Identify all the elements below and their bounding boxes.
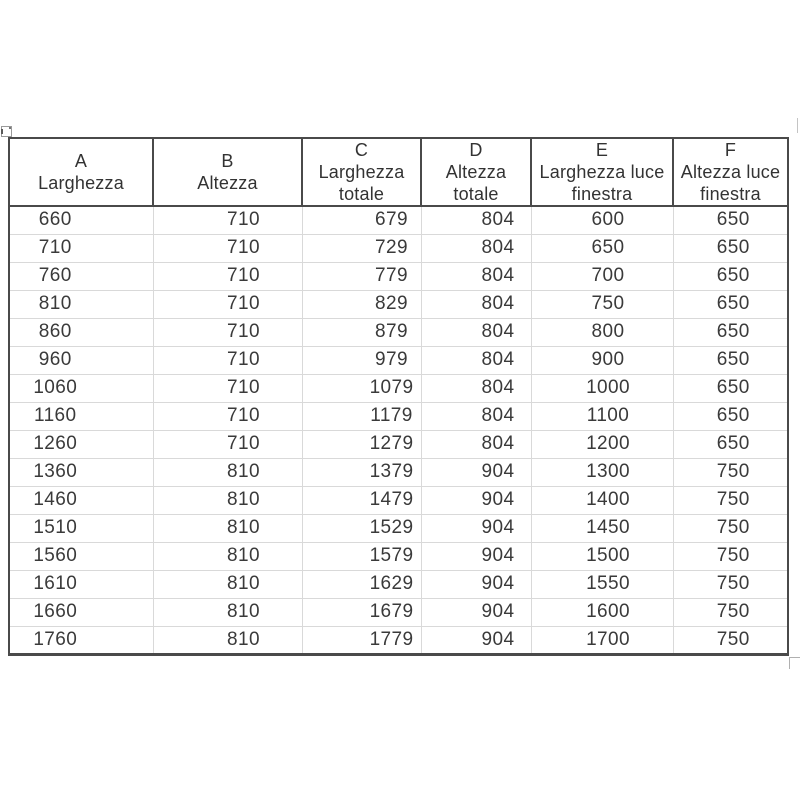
cell-E: 1450 [531,514,673,542]
cell-B: 710 [153,346,302,374]
cell-A: 810 [9,290,153,318]
cell-C: 1479 [302,486,421,514]
column-header-line: Larghezza luce [539,162,665,182]
column-header-line: F [724,140,737,160]
cell-B: 710 [153,206,302,234]
cell-C: 1629 [302,570,421,598]
cell-F: 750 [673,458,788,486]
cell-C: 779 [302,262,421,290]
cell-D: 804 [421,234,531,262]
cell-B: 710 [153,318,302,346]
cell-D: 804 [421,374,531,402]
table-row [9,262,788,290]
cell-E: 650 [531,234,673,262]
cell-E: 1400 [531,486,673,514]
cell-D: 804 [421,290,531,318]
cell-A: 1260 [9,430,153,458]
column-header-line: A [74,151,88,171]
cell-F: 650 [673,346,788,374]
cell-F: 750 [673,570,788,598]
cell-A: 1360 [9,458,153,486]
cell-B: 710 [153,402,302,430]
cell-F: 650 [673,290,788,318]
table-row [9,234,788,262]
column-header-C [302,138,421,206]
cell-F: 650 [673,318,788,346]
cell-E: 1550 [531,570,673,598]
cell-C: 1179 [302,402,421,430]
cell-E: 1600 [531,598,673,626]
cell-C: 1529 [302,514,421,542]
cell-C: 979 [302,346,421,374]
cell-C: 1579 [302,542,421,570]
table-row [9,598,788,626]
cell-C: 729 [302,234,421,262]
table-row [9,458,788,486]
table-header-row [9,138,788,206]
cell-A: 1660 [9,598,153,626]
cell-E: 900 [531,346,673,374]
table-row [9,346,788,374]
cell-D: 904 [421,570,531,598]
column-header-line: Larghezza [38,173,124,193]
cell-F: 650 [673,262,788,290]
cell-D: 904 [421,486,531,514]
table-row [9,626,788,654]
cell-B: 810 [153,458,302,486]
cell-A: 1060 [9,374,153,402]
cell-D: 904 [421,598,531,626]
cell-A: 1460 [9,486,153,514]
cell-A: 1610 [9,570,153,598]
cell-F: 750 [673,486,788,514]
cell-B: 710 [153,290,302,318]
cell-E: 1100 [531,402,673,430]
cell-A: 1510 [9,514,153,542]
cell-C: 1679 [302,598,421,626]
column-header-line: Altezza totale [445,162,507,204]
column-header-line: totale [338,184,385,204]
cell-D: 804 [421,206,531,234]
cell-A: 1560 [9,542,153,570]
cell-E: 1300 [531,458,673,486]
column-header-D [421,138,531,206]
table-row [9,570,788,598]
cell-A: 860 [9,318,153,346]
cell-C: 679 [302,206,421,234]
cell-D: 804 [421,262,531,290]
table-row [9,374,788,402]
cell-A: 710 [9,234,153,262]
table-row [9,486,788,514]
cell-B: 810 [153,570,302,598]
cell-A: 760 [9,262,153,290]
column-header-line: B [221,151,234,171]
cell-B: 810 [153,626,302,654]
cell-C: 1279 [302,430,421,458]
cell-B: 810 [153,514,302,542]
cell-F: 650 [673,402,788,430]
cell-E: 1700 [531,626,673,654]
column-header-line: Larghezza [318,162,405,182]
cell-A: 1760 [9,626,153,654]
cell-C: 879 [302,318,421,346]
cell-D: 804 [421,430,531,458]
table-row [9,402,788,430]
cell-A: 660 [9,206,153,234]
table-row [9,514,788,542]
cell-E: 700 [531,262,673,290]
cell-A: 1160 [9,402,153,430]
cell-D: 904 [421,542,531,570]
column-header-E [531,138,673,206]
table-row [9,318,788,346]
column-header-F [673,138,788,206]
crop-mark-top-right-icon [797,118,798,133]
column-header-line: C [354,140,369,160]
cell-F: 750 [673,514,788,542]
cell-F: 750 [673,598,788,626]
crop-mark-bottom-right-icon [789,657,800,669]
cell-B: 710 [153,430,302,458]
cell-C: 1079 [302,374,421,402]
cell-F: 650 [673,206,788,234]
cell-B: 710 [153,262,302,290]
cell-E: 1500 [531,542,673,570]
cell-D: 804 [421,346,531,374]
cell-D: 904 [421,626,531,654]
cell-D: 804 [421,402,531,430]
cell-B: 710 [153,234,302,262]
table-row [9,290,788,318]
cell-B: 810 [153,542,302,570]
cell-E: 750 [531,290,673,318]
cell-B: 710 [153,374,302,402]
cell-D: 804 [421,318,531,346]
table-row [9,206,788,234]
column-header-line: D [469,140,483,160]
dimensions-table [8,137,789,656]
column-header-line: Altezza [197,173,258,193]
table-row [9,430,788,458]
table-row [9,542,788,570]
column-header-B [153,138,302,206]
cell-E: 1200 [531,430,673,458]
crop-mark-top-left-icon [1,126,12,137]
column-header-line: finestra [571,184,633,204]
cell-F: 750 [716,628,750,650]
cell-C: 1779 [302,626,421,654]
cell-B: 810 [153,486,302,514]
cell-C: 1379 [302,458,421,486]
cell-F: 750 [673,542,788,570]
cell-A: 960 [9,346,153,374]
cell-F: 650 [673,374,788,402]
cell-D: 904 [421,458,531,486]
cell-B: 810 [153,598,302,626]
cell-C: 829 [302,290,421,318]
cell-F: 650 [673,234,788,262]
column-header-A [9,138,153,206]
column-header-line: finestra [700,184,761,204]
cell-E: 1000 [531,374,673,402]
column-header-line: E [595,140,609,160]
column-header-line: Altezza luce [680,162,781,182]
cell-D: 904 [421,514,531,542]
cell-E: 800 [531,318,673,346]
cell-E: 600 [531,206,673,234]
cell-F: 650 [673,430,788,458]
